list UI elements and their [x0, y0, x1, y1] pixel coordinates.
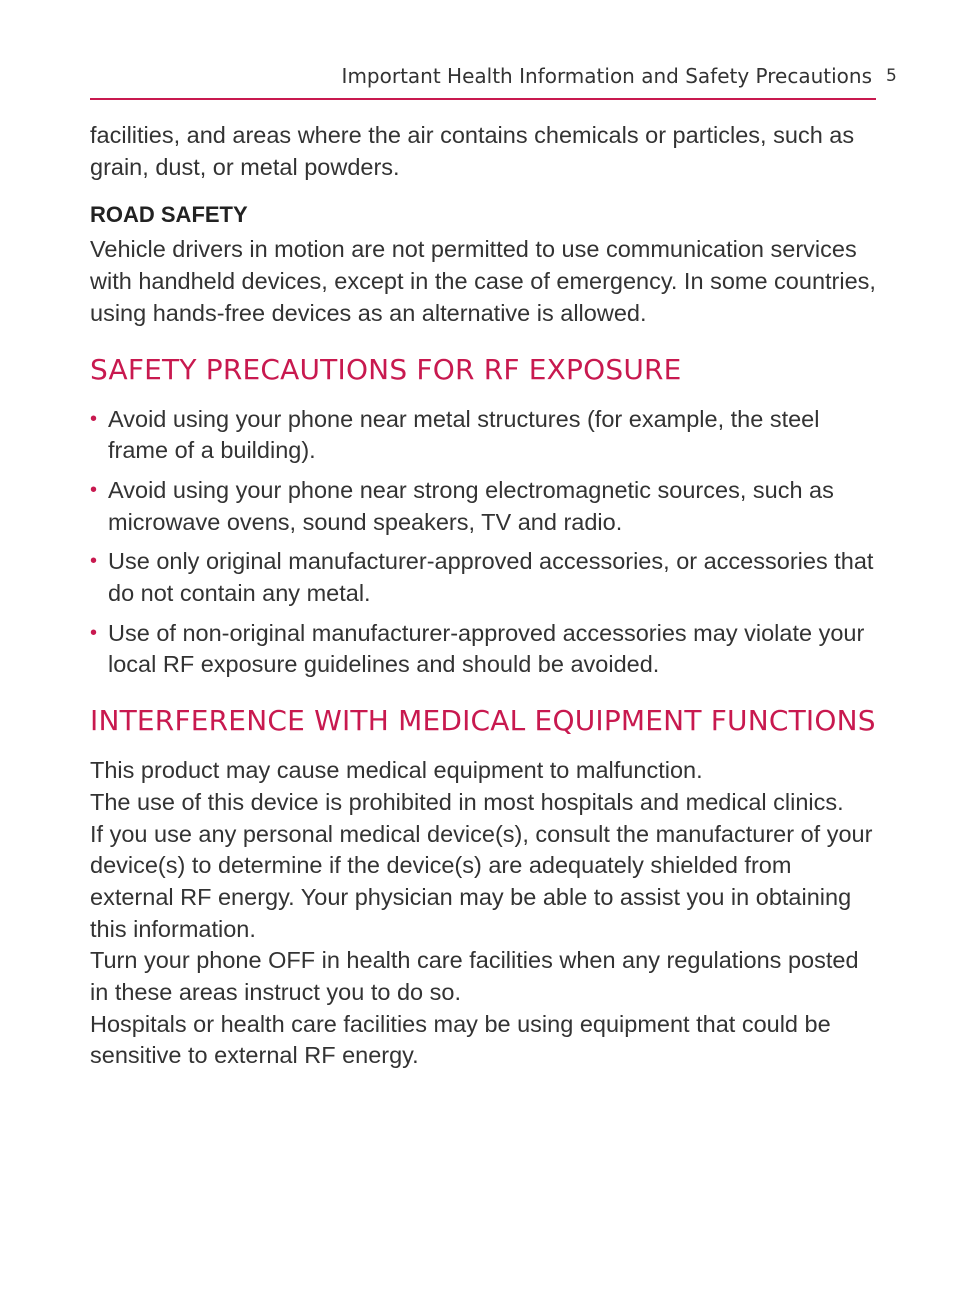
medical-paragraph: Turn your phone OFF in health care facilities when any regulations posted in these areas instruct you to do so.	[90, 947, 859, 1006]
list-item-text: Avoid using your phone near strong electromagnetic sources, such as microwave ovens, sound speakers, TV and radio.	[108, 476, 834, 535]
page-number: 5	[886, 66, 897, 86]
list-item	[90, 546, 880, 609]
intro-paragraph: facilities, and areas where the air contains chemicals or particles, such as grain, dust, or metal powders.	[90, 122, 855, 180]
bullet-icon: •	[90, 407, 98, 430]
medical-paragraph: Hospitals or health care facilities may be using equipment that could be sensitive to external RF energy.	[90, 1010, 831, 1069]
bullet-icon: •	[90, 478, 98, 501]
road-safety-heading: ROAD SAFETY	[90, 202, 248, 228]
road-safety-paragraph: Vehicle drivers in motion are not permitted to use communication services with handheld devices, except in the case of emergency. In some countries, using hands-free devices as an alternative is allowed.	[90, 236, 876, 326]
page-content	[90, 120, 880, 1072]
medical-paragraph: If you use any personal medical device(s), consult the manufacturer of your device(s) to determine if the device(s) are adequately shielded from external RF energy. Your physician may be able to assist you in obtaining this information.	[90, 820, 873, 942]
medical-paragraph: This product may cause medical equipment to malfunction.	[90, 757, 703, 784]
page-header	[90, 62, 876, 100]
rf-exposure-list	[90, 404, 880, 682]
header-title: Important Health Information and Safety Precautions	[341, 64, 872, 88]
medical-equipment-heading: INTERFERENCE WITH MEDICAL EQUIPMENT FUNCTIONS	[90, 704, 876, 738]
list-item-text: Use only original manufacturer-approved accessories, or accessories that do not contain any metal.	[108, 548, 874, 607]
list-item-text: Avoid using your phone near metal structures (for example, the steel frame of a building).	[108, 405, 820, 464]
list-item	[90, 475, 880, 538]
list-item	[90, 618, 880, 681]
rf-exposure-heading: SAFETY PRECAUTIONS FOR RF EXPOSURE	[90, 352, 682, 386]
list-item	[90, 404, 880, 467]
list-item-text: Use of non-original manufacturer-approved accessories may violate your local RF exposure guidelines and should be avoided.	[108, 619, 865, 678]
medical-paragraph: The use of this device is prohibited in most hospitals and medical clinics.	[90, 788, 844, 815]
bullet-icon: •	[90, 621, 98, 644]
bullet-icon: •	[90, 550, 98, 573]
